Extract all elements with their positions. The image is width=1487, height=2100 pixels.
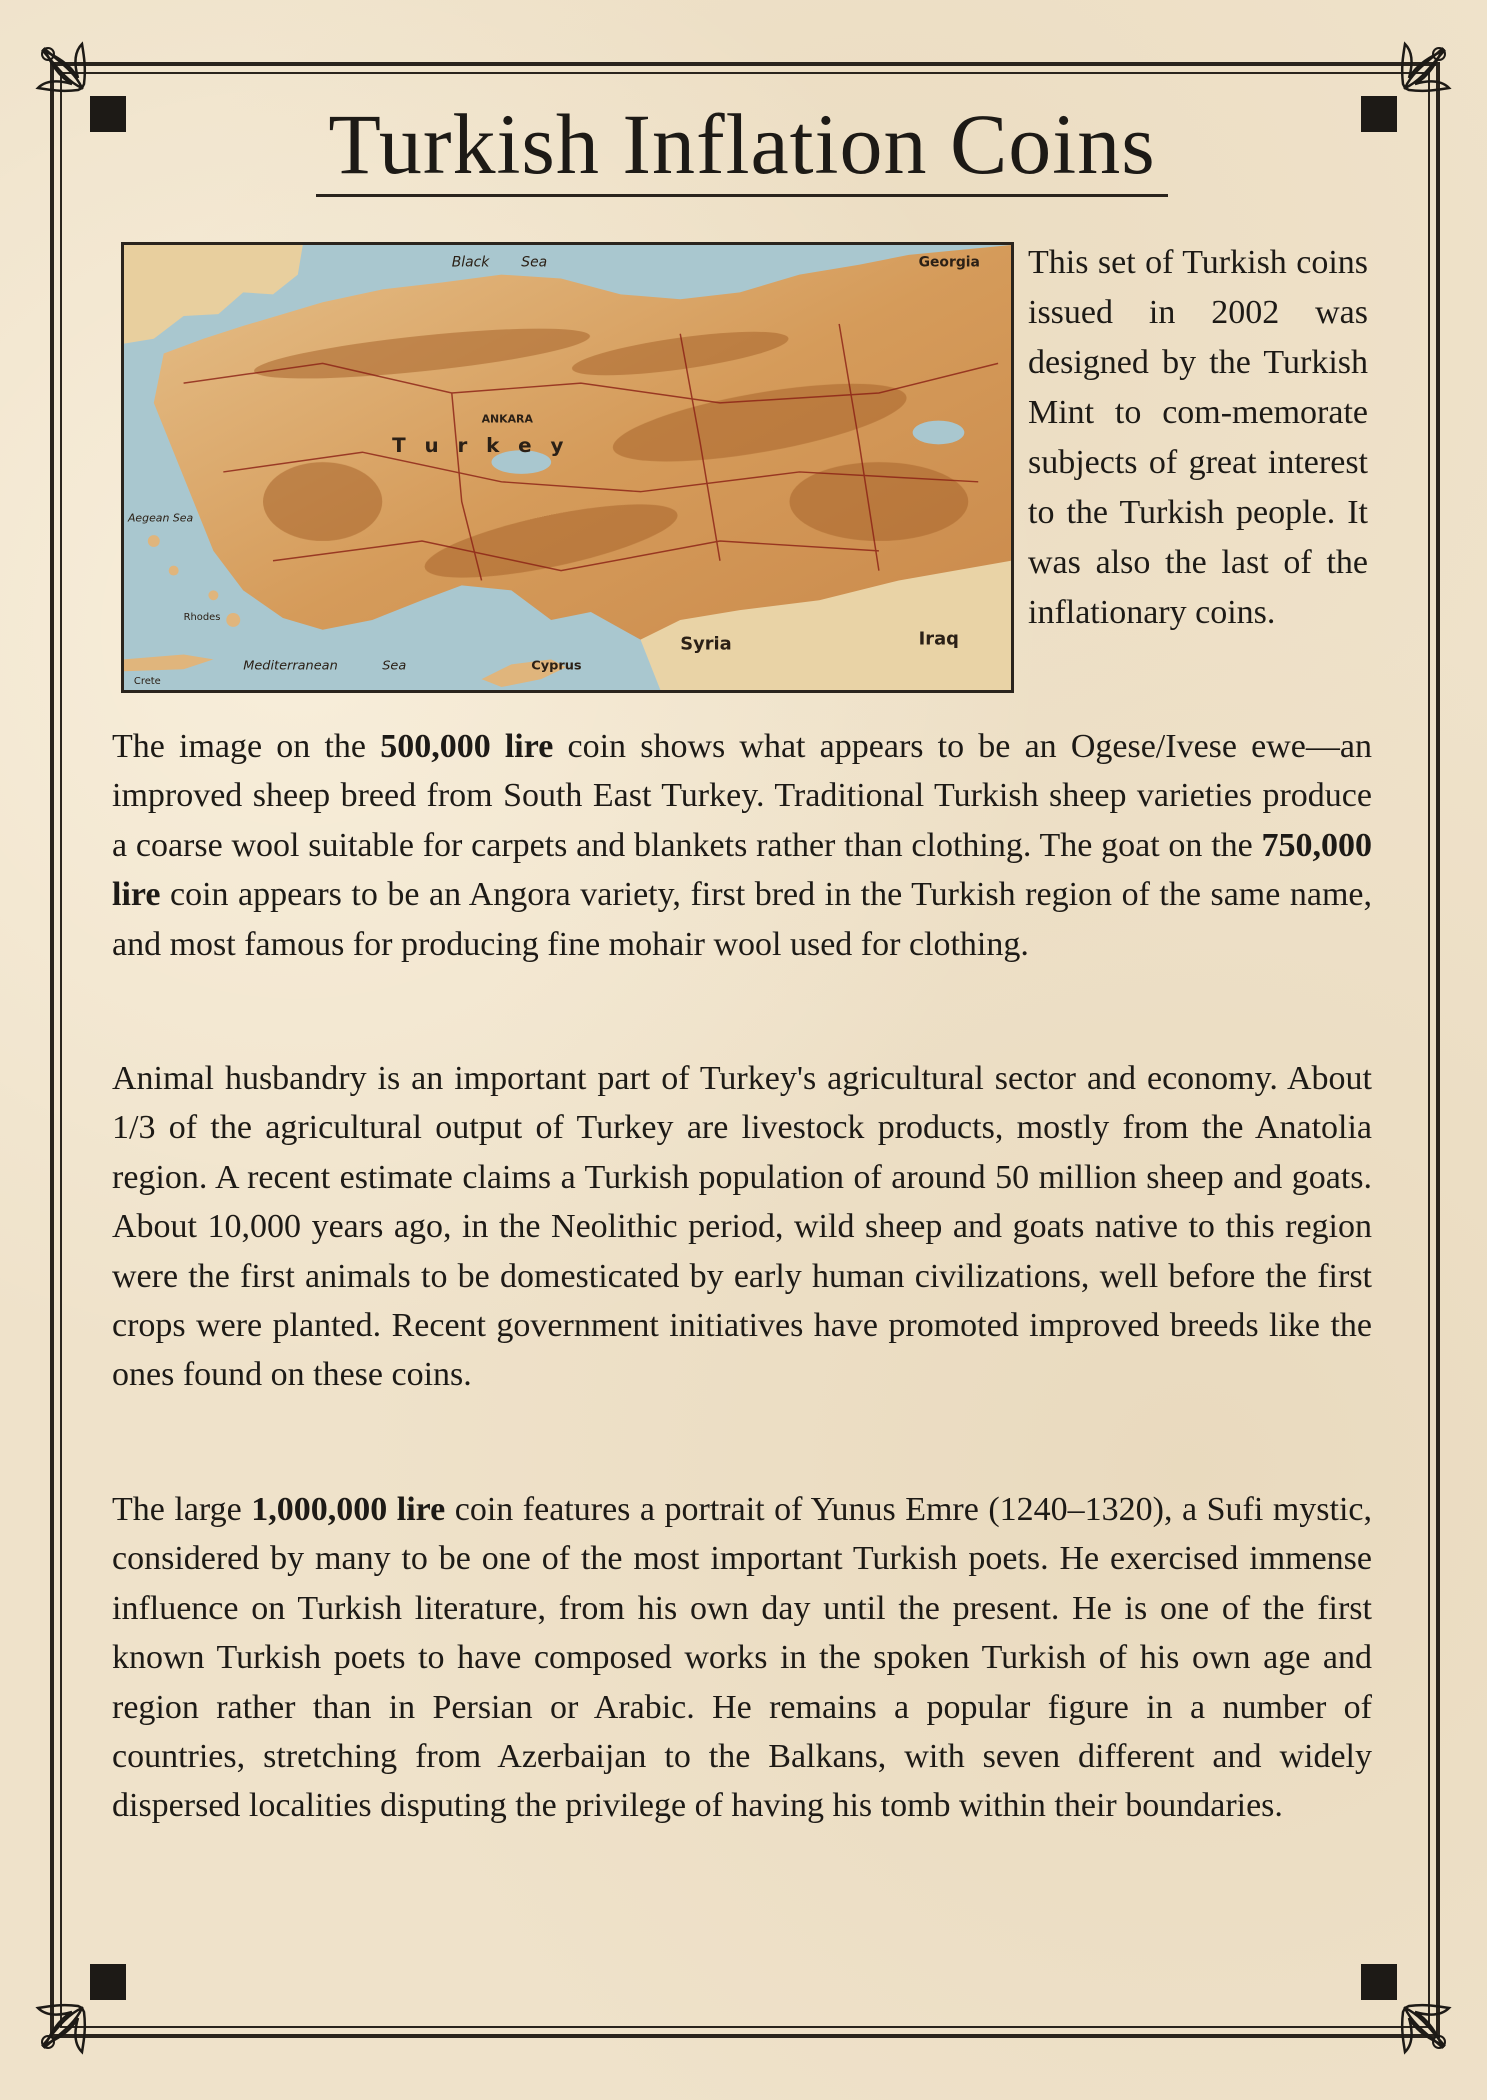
corner-ornament-bottom-right <box>1357 1960 1453 2056</box>
paragraph-1 <box>112 722 1372 969</box>
map-label-sea-south: Sea <box>382 658 407 674</box>
map-label-cyprus: Cyprus <box>531 658 582 674</box>
paragraph-1-text-b: coin shows what appears to be an Ogese/Ivese ewe—an improved sheep breed from South East Turkey. Traditional Turkish sheep varieties produce a coarse wool suitable for carpets and blankets rather than clothing. The goat on the <box>112 728 1372 864</box>
map-label-aegean: Aegean Sea <box>127 511 194 525</box>
paragraph-1-text-c: coin appears to be an Angora variety, first bred in the Turkish region of the same name, and most famous for producing fine mohair wool used for clothing. <box>112 876 1372 963</box>
fleur-de-lis-icon <box>1357 40 1453 136</box>
paragraph-3-text-b: coin features a portrait of Yunus Emre (1240–1320), a Sufi mystic, considered by many to be one of the most important Turkish poets. He exercised immense influence on Turkish literature, from his own day until the present. He is one of the first known Turkish poets to have composed works in the spoken Turkish of his own age and region rather than in Persian or Arabic. He remains a popular figure in a number of countries, stretching from Azerbaijan to the Balkans, with seven different and widely dispersed localities disputing the privilege of having his tomb within their boundaries. <box>112 1491 1372 1825</box>
map-label-turkey: T u r k e y <box>392 434 570 458</box>
corner-ornament-top-right <box>1357 40 1453 136</box>
map-label-georgia: Georgia <box>918 254 980 271</box>
corner-ornament-top-left <box>34 40 130 136</box>
map-label-crete: Crete <box>133 676 161 688</box>
map-label-syria: Syria <box>680 633 732 655</box>
fleur-de-lis-icon <box>34 1960 130 2056</box>
paragraph-3 <box>112 1485 1372 1831</box>
coin-value-750000: 750,000 lire <box>112 826 1372 914</box>
turkey-map <box>121 242 1014 693</box>
title-wrapper <box>262 96 1222 197</box>
map-label-mediterranean: Mediterranean <box>243 658 338 674</box>
paragraph-2: Animal husbandry is an important part of Turkey's agricultural sector and economy. About 1/3 of the agricultural output of Turkey are livestock products, mostly from the Anatolia region. A recent estimate claims a Turkish population of around 50 million sheep and goats. About 10,000 years ago, in the Neolithic period, wild sheep and goats native to this region were the first animals to be domesticated by early human civilizations, well before the first crops were planted. Recent government initiatives have promoted improved breeds like the ones found on these coins. <box>112 1060 1372 1394</box>
map-illustration <box>124 245 1011 690</box>
paragraph-1-text-a: The image on the <box>112 728 381 765</box>
page-title: Turkish Inflation Coins <box>316 96 1167 197</box>
fleur-de-lis-icon <box>1357 1960 1453 2056</box>
fleur-de-lis-icon <box>34 40 130 136</box>
paragraph-3-text-a: The large <box>112 1491 252 1528</box>
map-label-iraq: Iraq <box>918 628 959 650</box>
map-label-rhodes: Rhodes <box>183 611 221 623</box>
map-lake-van <box>913 421 965 445</box>
coin-value-1000000: 1,000,000 lire <box>251 1491 446 1528</box>
map-label-sea-north: Sea <box>521 254 548 271</box>
intro-text: This set of Turkish coins issued in 2002 was designed by the Turkish Mint to com-memorate subjects of great interest to the Turkish people. It was also the last of the inflationary coins. <box>1028 244 1368 631</box>
map-label-ankara: ANKARA <box>481 412 533 426</box>
map-label-black: Black <box>451 254 490 271</box>
corner-ornament-bottom-left <box>34 1960 130 2056</box>
coin-value-500000: 500,000 lire <box>380 728 554 765</box>
